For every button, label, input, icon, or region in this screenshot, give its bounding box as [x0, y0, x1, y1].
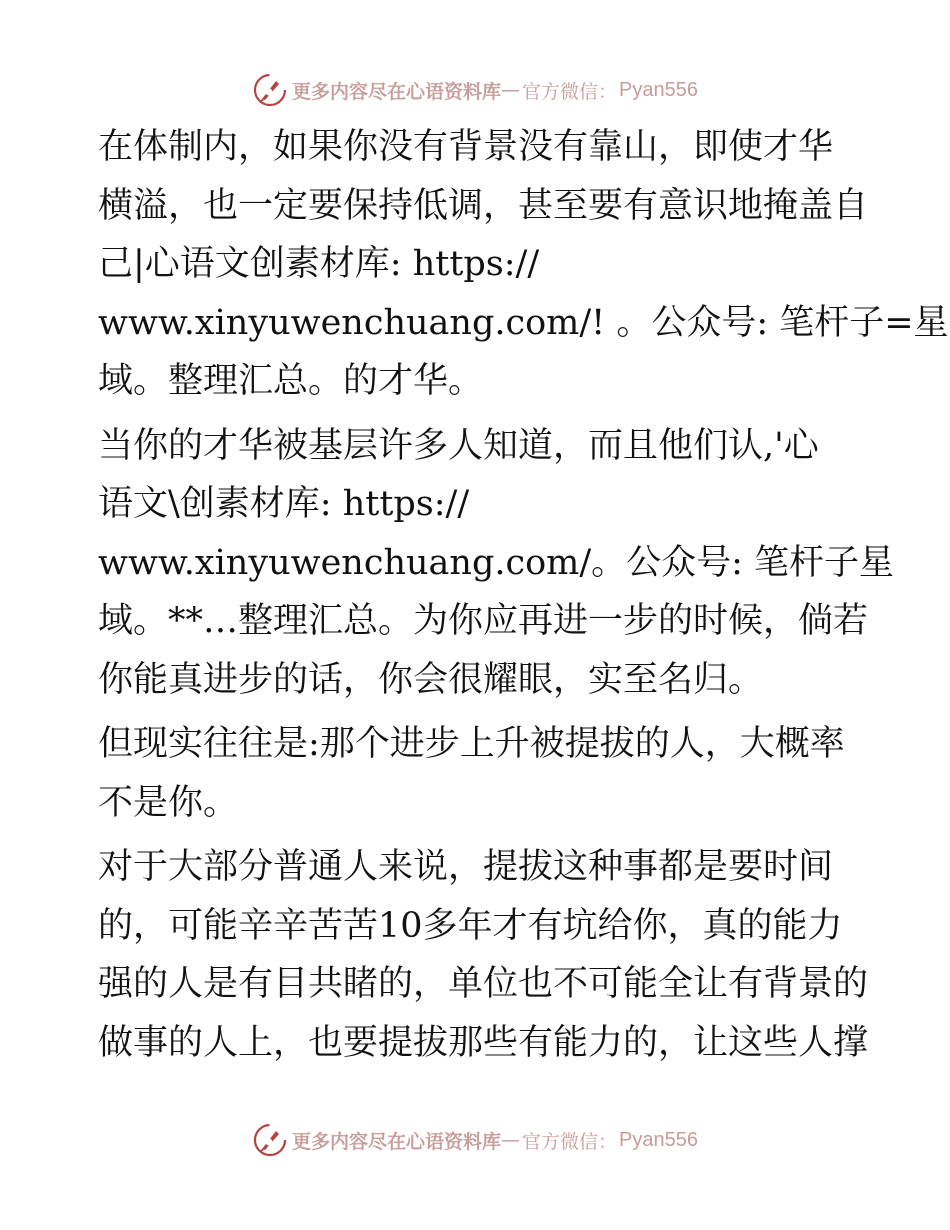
paragraph-1	[98, 118, 949, 411]
text-line: www.xinyuwenchuang.com/。公众号: 笔杆子星	[98, 542, 895, 583]
paragraph-3	[98, 715, 858, 832]
watermark-wechat-label: 官方微信：	[522, 80, 618, 103]
text-line: 对于大部分普通人来说，提拔这种事都是要时间	[98, 847, 834, 887]
text-line: 域。**…整理汇总。为你应再进一步的时候，倘若	[98, 601, 869, 641]
watermark-text: 更多内容尽在心语资料库	[292, 80, 502, 103]
text-line: 横溢，也一定要保持低调，甚至要有意识地掩盖自	[98, 185, 869, 226]
text-line: 域。整理汇总。的才华。	[98, 361, 484, 401]
text-line: 在体制内，如果你没有背景没有靠山，即使才华	[98, 127, 834, 167]
text-line: 但现实往往是:那个进步上升被提拔的人，大概率	[98, 724, 845, 764]
watermark-text: 更多内容尽在心语资料库	[292, 1130, 502, 1153]
paragraph-4	[98, 838, 869, 1072]
header-watermark	[0, 70, 950, 110]
text-line: 做事的人上，也要提拔那些有能力的，让这些人撑	[98, 1022, 869, 1063]
watermark-separator: —	[501, 79, 521, 101]
text-line: 强的人是有目共睹的，单位也不可能全让有背景的	[98, 964, 869, 1004]
watermark-wechat-id: Pyan556	[619, 1128, 698, 1151]
text-line: 己|心语文创素材库: https://	[98, 244, 540, 284]
document-body	[98, 118, 949, 1078]
text-line: 你能真进步的话，你会很耀眼，实至名归。	[98, 659, 764, 700]
text-line: 语文\创素材库: https://	[98, 484, 470, 524]
text-line: 的，可能辛辛苦苦10多年才有坑给你，真的能力	[98, 905, 843, 946]
text-line: 当你的才华被基层许多人知道，而且他们认,'心	[98, 425, 819, 466]
quill-pen-logo-icon	[252, 1122, 288, 1158]
watermark-wechat-label: 官方微信：	[522, 1130, 618, 1153]
text-line: 不是你。	[98, 782, 239, 823]
footer-watermark	[0, 1120, 950, 1160]
text-line: www.xinyuwenchuang.com/! 。公众号: 笔杆子=星	[98, 302, 949, 343]
paragraph-2	[98, 417, 895, 710]
quill-pen-logo-icon	[252, 72, 288, 108]
watermark-wechat-id: Pyan556	[619, 78, 698, 101]
watermark-separator: —	[501, 1129, 521, 1151]
